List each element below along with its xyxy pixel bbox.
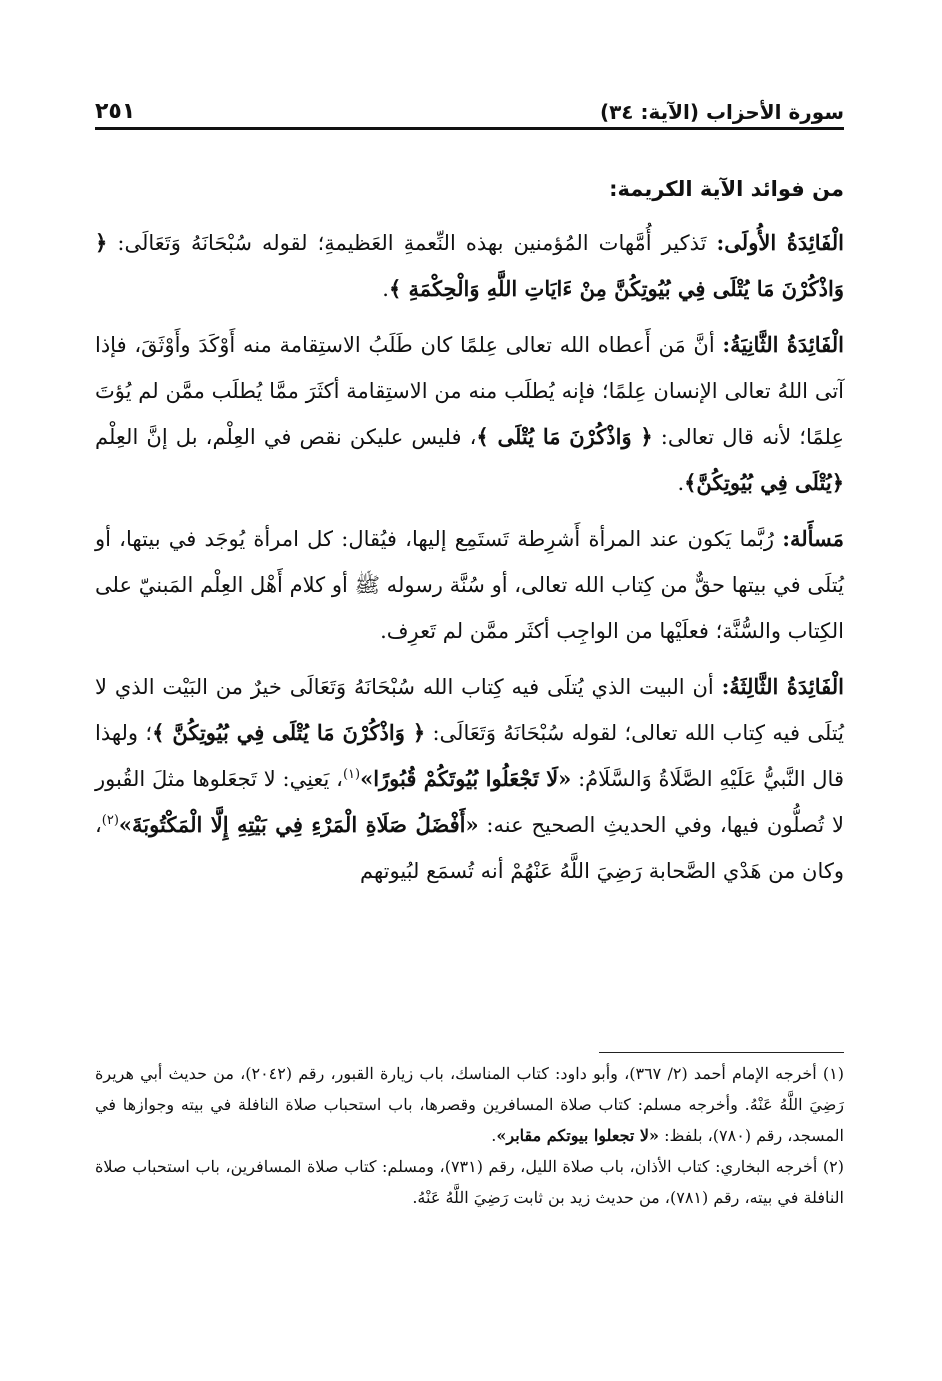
benefit-3-text-cont: ؛ ولهذا قال النَّبيُّ عَلَيْهِ الصَّلَاةُ وَالسَّلَامُ: — [95, 721, 844, 791]
running-title: سورة الأحزاب (الآية: ٣٤) — [599, 100, 844, 124]
footnotes — [95, 1058, 844, 1213]
quran-verse: ﴿ وَاذْكُرْنَ مَا يُتْلَى ﴾ — [476, 424, 653, 449]
benefit-2-end: . — [677, 471, 685, 495]
page-header — [95, 84, 844, 124]
benefit-1-label: الْفَائِدَةُ الأُولَى: — [716, 230, 844, 255]
section-heading: من فوائد الآية الكريمة: — [609, 177, 844, 201]
benefit-1-text: تَذكير أُمَّهات المُؤمنين بهذه النِّعمةِ العَظيمةِ؛ لقوله سُبْحَانَهُ وَتَعَالَى: — [117, 231, 717, 255]
benefit-3-text-cont: ، يَعنِي: لا تَجعَلوها مثلَ القُبور لا تُصلُّون فيها، وفي الحديثِ الصحيح عنه: — [95, 767, 844, 837]
footnote-separator — [599, 1052, 844, 1053]
benefit-1-paragraph — [95, 220, 844, 312]
issue-label: مَسأَلة: — [782, 526, 844, 551]
quran-verse: ﴿ وَاذْكُرْنَ مَا يُتْلَى فِي بُيُوتِكُنَّ ﴾ — [152, 720, 426, 745]
issue-paragraph — [95, 516, 844, 654]
footnote-2: (٢) أخرجه البخاري: كتاب الأذان، باب صلاة الليل، رقم (٧٣١)، ومسلم: كتاب صلاة المسافرين، باب استحباب صلاة النافلة في بيته، رقم (٧٨١)، من حديث زيد بن ثابت رَضِيَ اللَّهُ عَنْهُ. — [95, 1157, 845, 1207]
benefit-3-text-cont: ، وكان من هَدْي الصَّحابة رَضِيَ اللَّهُ عَنْهُمْ أنه تُسمَع لبُيوتهم — [95, 813, 844, 883]
footnote-1-end: . — [491, 1126, 497, 1145]
footnote-1-quote: «لا تجعلوا بيوتكم مقابر» — [496, 1126, 660, 1145]
header-rule — [95, 127, 844, 130]
benefit-2-label: الْفَائِدَةُ الثَّانِيَةُ: — [722, 332, 844, 357]
benefit-2-text-cont: ، فليس عليكن نقص في العِلْم، بل إنَّ العِلْم — [95, 425, 477, 449]
issue-text: رُبَّما يَكون عند المرأة أَشرِطة تَستَمِع إليها، فيُقال: كل امرأة يُوجَد في بيتها، أو يُتلَى في بيتها حقٌّ من كِتاب الله تعالى، أو سُنَّة رسوله ﷺ أو كلام أَهْل العِلْم المَبنيّ على الكِتاب والسُّنَّة؛ فعلَيْها من الواجِب أكثَر ممَّن لم تَعرِف. — [95, 527, 844, 643]
benefit-3-text: أن البيت الذي يُتلَى فيه كِتاب الله سُبْحَانَهُ وَتَعَالَى خيرٌ من البَيْت الذي لا يُتلَى فيه كِتاب الله تعالى؛ لقوله سُبْحَانَهُ وَتَعَالَى: — [95, 675, 844, 745]
footnote-1 — [95, 1058, 844, 1151]
footnote-ref[interactable]: (٢) — [101, 813, 119, 828]
benefit-2-paragraph — [95, 322, 844, 506]
footnote-1-text: (١) أخرجه الإمام أحمد (٢/ ٣٦٧)، وأبو داود: كتاب المناسك، باب زيارة القبور، رقم (٢٠٤٢)، من حديث أبي هريرة رَضِيَ اللَّهُ عَنْهُ. وأخرجه مسلم: كتاب صلاة المسافرين وقصرها، باب استحباب صلاة النافلة في بيته وجوازها في المسجد، رقم (٧٨٠)، بلفظ: — [95, 1064, 845, 1145]
benefit-3-paragraph — [95, 664, 844, 894]
benefit-3-label: الْفَائِدَةُ الثَّالِثَةُ: — [721, 674, 844, 699]
page-number: ٢٥١ — [95, 99, 136, 124]
main-text — [95, 166, 844, 904]
quran-verse: ﴿ وَاذْكُرْنَ مَا يُتْلَى فِي بُيُوتِكُنَّ مِنْ ءَايَاتِ اللَّهِ وَالْحِكْمَةِ ﴾ — [95, 230, 844, 301]
hadith-quote: «أَفْضَلُ صَلَاةِ الْمَرْءِ فِي بَيْتِهِ إِلَّا الْمَكْتُوبَةَ» — [118, 812, 479, 837]
footnote-ref[interactable]: (١) — [342, 767, 361, 782]
benefit-1-end: . — [382, 277, 389, 301]
benefit-2-text: أنَّ مَن أَعطاه الله تعالى عِلمًا كان طَلَبُ الاستِقامة منه أَوْكَدَ وأَوْثَقَ، فإذا آتى اللهُ تعالى الإنسان عِلمًا؛ فإنه يُطلَب منه من الاستِقامة أكثَرَ ممَّا يُطلَب ممَّن لم يُؤتَ عِلمًا؛ لأنه قال تعالى: — [95, 333, 844, 449]
hadith-quote: «لَا تَجْعَلُوا بُيُوتَكُمْ قُبُورًا» — [360, 766, 572, 791]
quran-verse: ﴿يُتْلَى فِي بُيُوتِكُنَّ﴾ — [684, 470, 844, 495]
